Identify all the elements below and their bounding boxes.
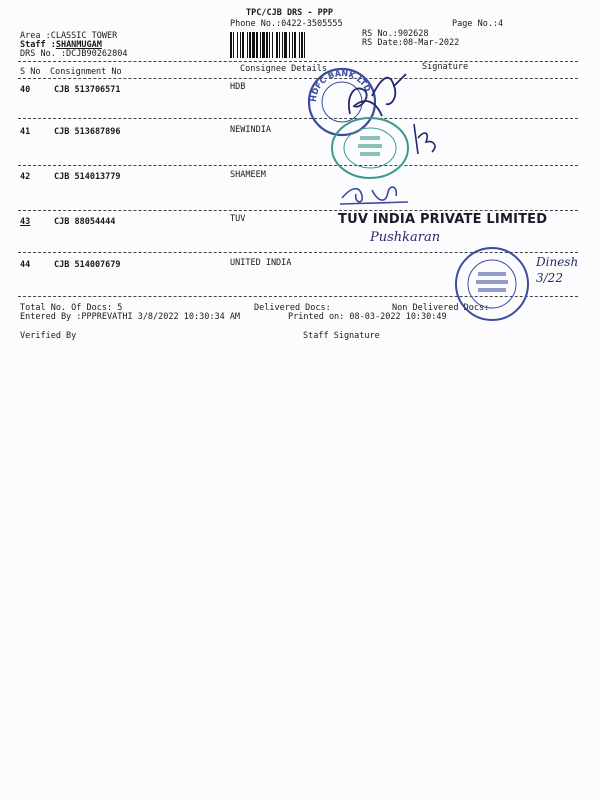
row-sno: 43 xyxy=(20,217,31,227)
entered-by: Entered By :PPPREVATHI 3/8/2022 10:30:34 AM xyxy=(20,312,241,322)
united-india-signature: Dinesh 3/22 xyxy=(536,255,579,285)
divider xyxy=(18,61,578,62)
row-consignment: CJB 513706571 xyxy=(54,85,121,95)
document-title: TPC/CJB DRS - PPP xyxy=(246,8,333,18)
hdfc-stamp-text: HDFC BANK LTD xyxy=(308,68,373,103)
total-docs: Total No. Of Docs: 5 xyxy=(20,303,123,313)
column-signature: Signature xyxy=(422,62,469,72)
printed-on: Printed on: 08-03-2022 10:30:49 xyxy=(288,312,447,322)
row-sno: 41 xyxy=(20,127,31,137)
staff-signature: Staff Signature xyxy=(303,331,380,341)
row-consignment: CJB 88054444 xyxy=(54,217,116,227)
column-sno: S No xyxy=(20,67,41,77)
rs-date: RS Date:08-Mar-2022 xyxy=(362,38,460,48)
row-sno: 40 xyxy=(20,85,31,95)
page-number: Page No.:4 xyxy=(452,19,504,29)
row-consignee: TUV xyxy=(230,214,246,224)
row-consignment: CJB 514007679 xyxy=(54,260,121,270)
divider xyxy=(18,210,578,211)
tuv-signature: Pushkaran xyxy=(370,230,441,245)
signature-mark xyxy=(408,120,444,160)
staff-name: SHANMUGAM xyxy=(55,40,102,50)
united-india-stamp xyxy=(452,244,532,324)
barcode xyxy=(230,32,350,58)
signature-mark xyxy=(338,180,418,208)
row-sno: 44 xyxy=(20,260,31,270)
staff-label: Staff : xyxy=(20,40,56,50)
row-consignment: CJB 514013779 xyxy=(54,172,121,182)
non-delivered-docs: Non Delivered Docs: xyxy=(392,303,490,313)
row-consignee: NEWINDIA xyxy=(230,125,271,135)
column-consignee: Consignee Details xyxy=(240,64,327,74)
rs-number: RS No.:902628 xyxy=(362,29,429,39)
delivered-docs: Delivered Docs: xyxy=(254,303,331,313)
phone-number: Phone No.:0422-3505555 xyxy=(230,19,343,29)
verified-by: Verified By xyxy=(20,331,77,341)
row-consignee: HDB xyxy=(230,82,246,92)
row-sno: 42 xyxy=(20,172,31,182)
row-consignee: SHAMEEM xyxy=(230,170,266,180)
row-consignee: UNITED INDIA xyxy=(230,258,292,268)
divider xyxy=(18,118,578,119)
drs-number: DRS No. :DCJB90262804 xyxy=(20,49,128,59)
new-india-assurance-stamp xyxy=(330,116,410,180)
divider xyxy=(18,165,578,166)
tuv-company-stamp: TUV INDIA PRIVATE LIMITED xyxy=(338,212,548,227)
column-consignment: Consignment No xyxy=(50,67,122,77)
area-field: Area :CLASSIC TOWER xyxy=(20,31,118,41)
row-consignment: CJB 513687896 xyxy=(54,127,121,137)
divider xyxy=(18,78,578,79)
